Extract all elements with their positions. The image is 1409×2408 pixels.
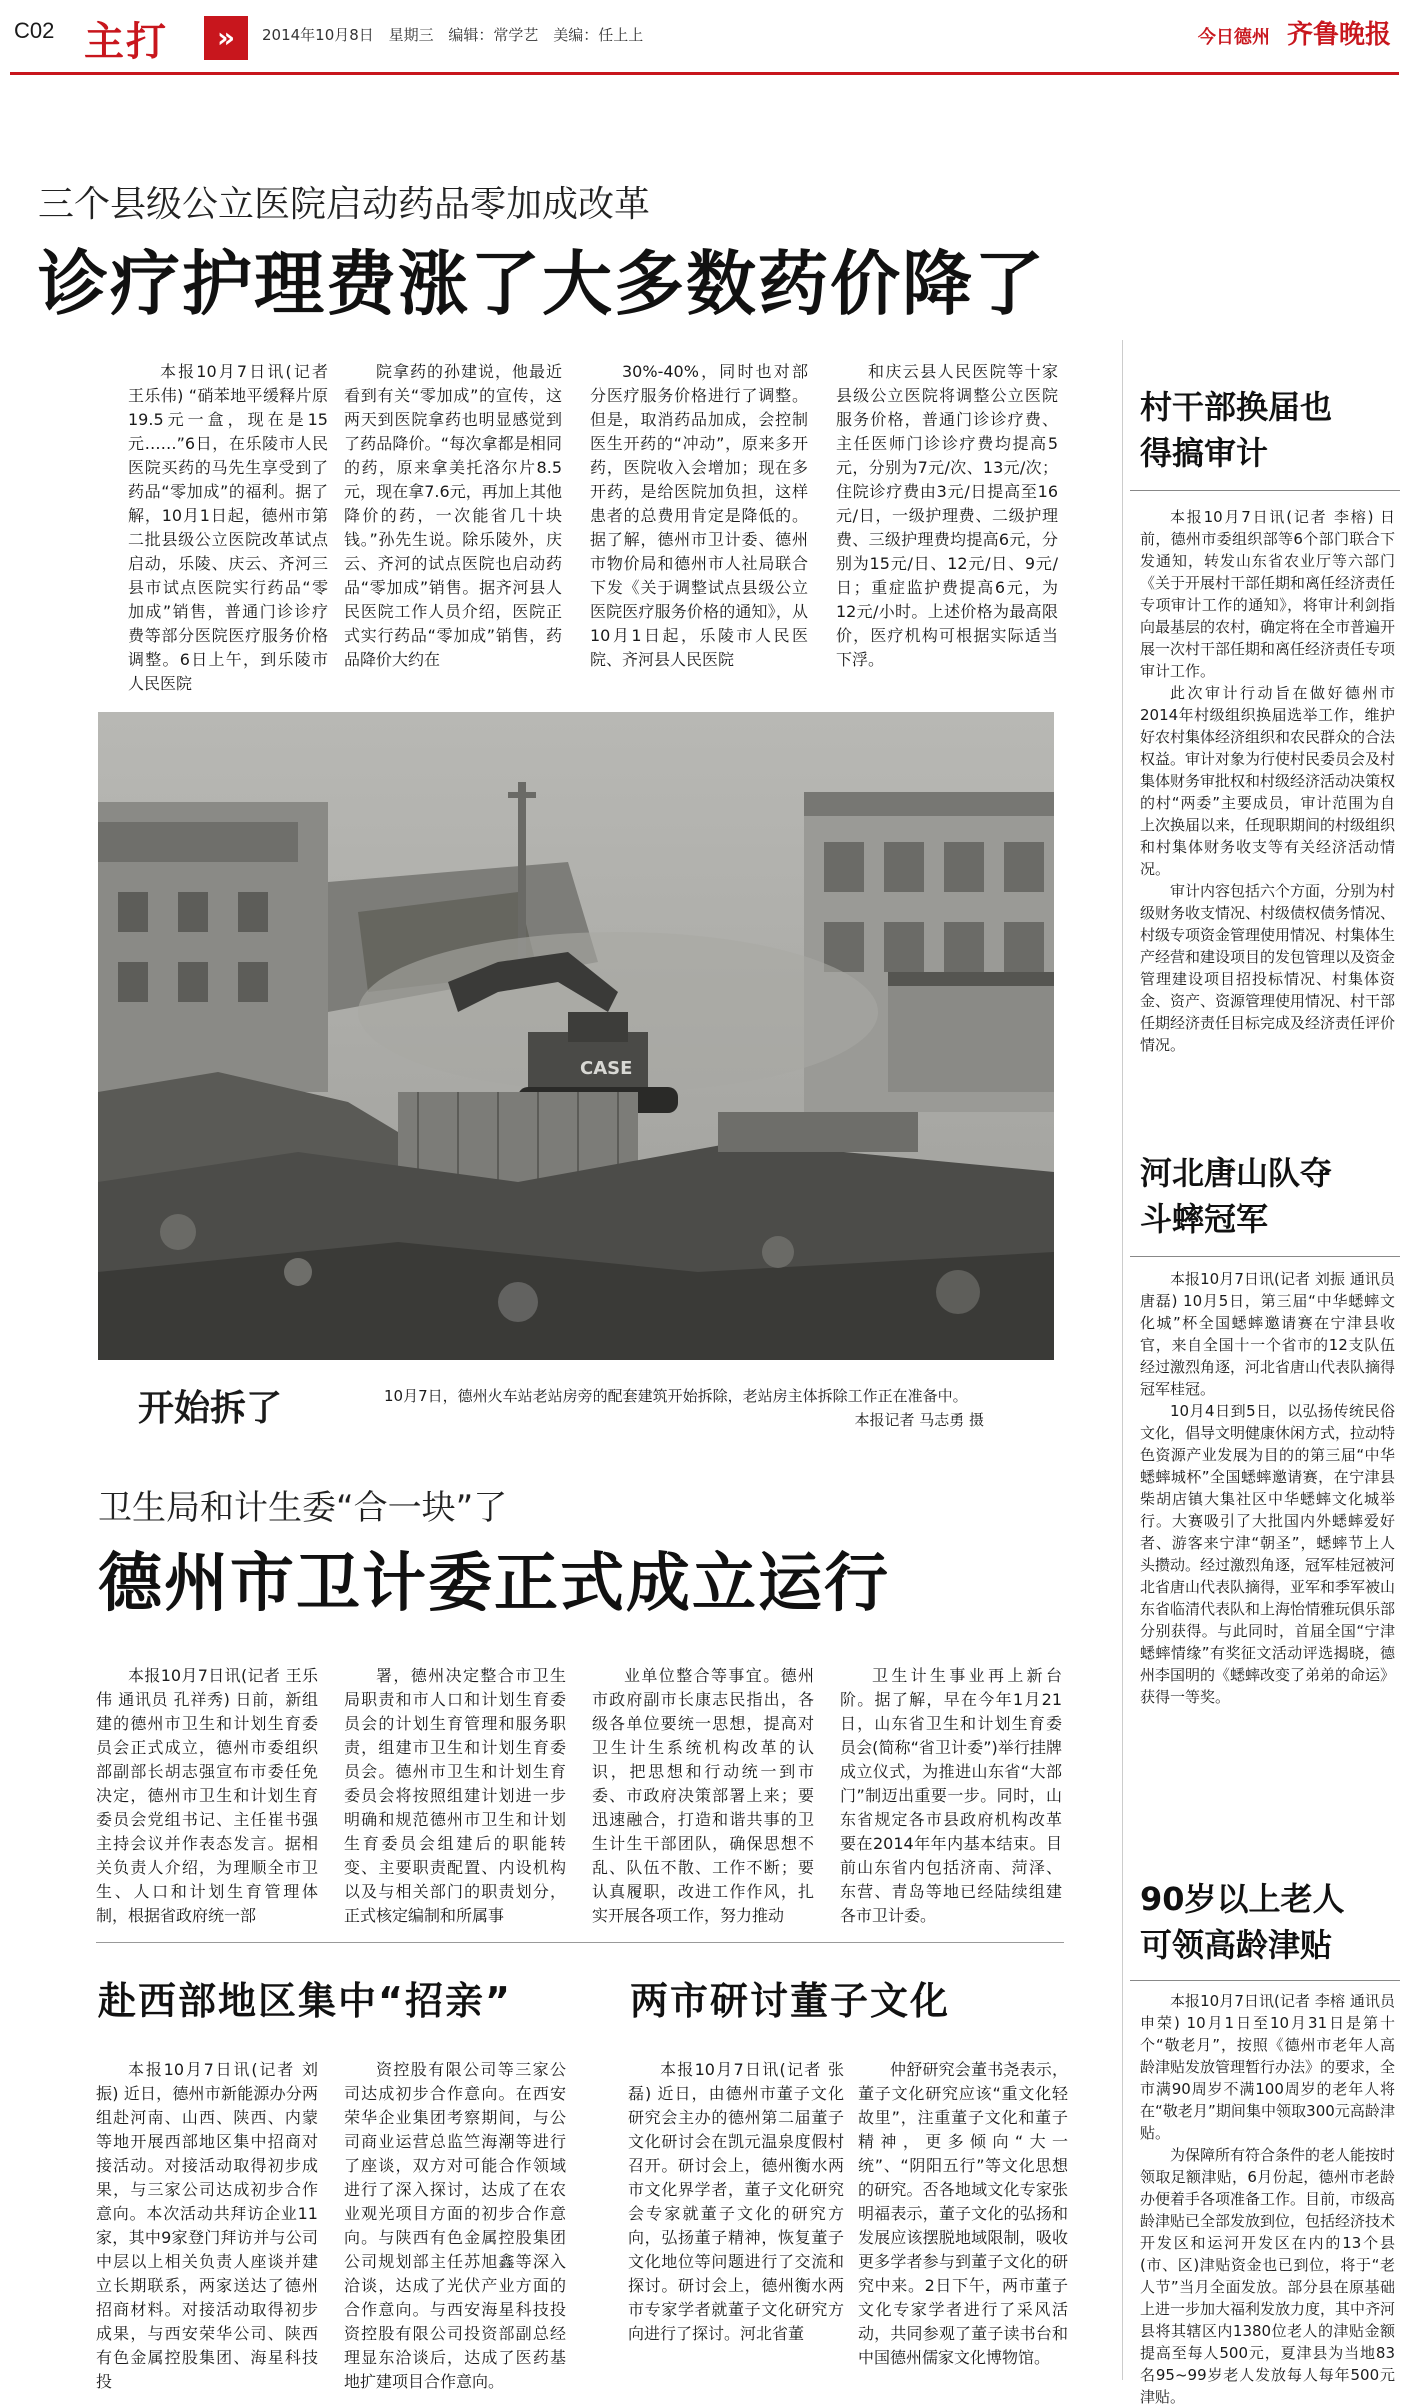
article2-column-3: 业单位整合等事宜。德州市政府副市长康志民指出，各级各单位要统一思想，提高对卫生计生系统机构改革的认识，把思想和行动统一到市委、市政府决策部署上来；要迅速融合，打造和谐共事的卫生计生干部团队，确保思想不乱、队伍不散、工作不断；要认真履职，改进工作作风，扎实开展各项工作，努力推动 [592,1666,814,1925]
sidebar-divider [1122,340,1123,2380]
article3-column-2: 资控股有限公司等三家公司达成初步合作意向。在西安荣华企业集团考察期间，与公司商业运营总监竺海潮等进行了座谈，双方对可能合作领域进行了深入探讨，达成了在农业观光项目方面的初步合作意向。与陕西有色金属控股集团公司规划部主任苏旭鑫等深入洽谈，达成了光伏产业方面的合作意向。与西安海星科技投资控股有限公司投资部副总经理显东洽谈后，达成了医药基地扩建项目合作意向。 [344,2060,566,2391]
sidebar-2-title: 河北唐山队夺斗蟀冠军 [1140,1154,1333,1238]
sidebar-2-body: 本报10月7日讯(记者 刘振 通讯员 唐磊) 10月5日，第三届“中华蟋蟀文化城”杯全国蟋蟀邀请赛在宁津县收官，来自全国十一个省市的12支队伍经过激烈角逐，河北省唐山代表队摘得冠军桂冠。 10月4日到5日，以弘扬传统民俗文化，倡导文明健康休闲方式，拉动特色资源产业发展为目的的第三届“中华蟋蟀城杯”全国蟋蟀邀请赛，在宁津县柴胡店镇大集社区中华蟋蟀文化城举行。大赛吸引了大批国内外蟋蟀爱好者、游客来宁津“朝圣”，蟋蟀节上人头攒动。经过激烈角逐，冠军桂冠被河北省唐山代表队摘得，亚军和季军被山东省临清代表队和上海怡情雅玩俱乐部分别获得。与此同时，首届全国“宁津蟋蟀情缘”有奖征文活动评选揭晓，德州李国明的《蟋蟀改变了弟弟的命运》获得一等奖。 [1140,1270,1396,1706]
article1-column-3: 30%-40%，同时也对部分医疗服务价格进行了调整。但是，取消药品加成，会控制医生开药的“冲动”，原来多开药，医院收入会增加；现在多开药，是给医院加负担，这样患者的总费用肯定是降低的。据了解，德州市卫计委、德州市物价局和德州市人社局联合下发《关于调整试点县级公立医院医疗服务价格的通知》，从10月1日起，乐陵市人民医院、齐河县人民医院 [590,362,808,669]
issue-editor: 编辑：常学艺 [448,26,539,44]
svg-text:CASE: CASE [580,1058,633,1079]
sidebar-2-rule [1130,1256,1400,1257]
sidebar-1-body: 本报10月7日讯(记者 李榕) 日前，德州市委组织部等6个部门联合下发通知，转发山东省农业厅等六部门《关于开展村干部任期和离任经济责任专项审计工作的通知》，将审计利剑指向最基层的农村，确定将在全市普遍开展一次村干部任期和离任经济责任专项审计工作。 此次审计行动旨在做好德州市2014年村级组织换届选举工作，维护好农村集体经济组织和农民群众的合法权益。审计对象为行使村民委员会及村集体财务审批权和村级经济活动决策权的村“两委”主要成员，审计范围为自上次换届以来，任现职期间的村级组织和村集体财务收支等有关经济活动情况。 审计内容包括六个方面，分别为村级财务收支情况、村级债权债务情况、村级专项资金管理使用情况、村集体生产经营和建设项目的发包管理以及资金管理建设项目招投标情况、村集体资金、资产、资源管理使用情况、村干部任期经济责任目标完成及经济责任评价情况。 [1140,508,1396,1054]
sidebar-3-rule [1130,1980,1400,1981]
article2-kicker: 卫生局和计生委“合一块”了 [98,1488,508,1528]
sidebar-1-title: 村干部换届也得搞审计 [1140,388,1333,472]
article2-column-4: 卫生计生事业再上新台阶。据了解，早在今年1月21日，山东省卫生和计划生育委员会(简称“省卫计委”)举行挂牌成立仪式，为推进山东省“大部门”制迈出重要一步。同时，山东省规定各市县政府机构改革要在2014年年内基本结束。目前山东省内包括济南、菏泽、东营、青岛等地已经陆续组建各市卫计委。 [840,1666,1062,1925]
article1-column-4: 和庆云县人民医院等十家县级公立医院将调整公立医院服务价格，普通门诊诊疗费、主任医师门诊诊疗费均提高5元，分别为7元/次、13元/次；住院诊疗费由3元/日提高至16元/日，一级护理费、二级护理费、三级护理费均提高6元，分别为15元/日、12元/日、9元/日；重症监护费提高6元，为12元/小时。上述价格为最高限价，医疗机构可根据实际适当下浮。 [836,362,1058,669]
article1-headline: 诊疗护理费涨了大多数药价降了 [38,243,1046,325]
sidebar-3-body: 本报10月7日讯(记者 李榕 通讯员 申荣) 10月1日至10月31日是第十个“敬老月”，按照《德州市老年人高龄津贴发放管理暂行办法》的要求，全市满90周岁不满100周岁的老年人将在“敬老月”期间集中领取300元高龄津贴。 为保障所有符合条件的老人能按时领取足额津贴，6月份起，德州市老龄办便着手各项准备工作。目前，市级高龄津贴已全部发放到位，包括经济技术开发区和运河开发区在内的13个县(市、区)津贴资金也已到位，将于“老人节”当月全面发放。部分县在原基础上进一步加大福利发放力度，其中齐河县将其辖区内1380位老人的津贴金额提高至每人500元，夏津县为当地83名95~99岁老人发放每人每年500元津贴。 [1140,1992,1396,2406]
article4-column-1: 本报10月7日讯(记者 张磊) 近日，由德州市董子文化研究会主办的德州第二届董子文化研讨会在凯元温泉度假村召开。研讨会上，德州衡水两市文化界学者，董子文化研究会专家就董子文化的研究方向，弘扬董子精神，恢复董子文化地位等问题进行了交流和探讨。研讨会上，德州衡水两市专家学者就董子文化研究方向进行了探讨。河北省董 [628,2060,844,2343]
chevron-right-icon: » [204,16,248,60]
masthead [0,0,1409,72]
photo-credit: 本报记者 马志勇 摄 [854,1411,984,1429]
article3-column-1: 本报10月7日讯(记者 刘振) 近日，德州市新能源办分两组赴河南、山西、陕西、内蒙等地开展西部地区集中招商对接活动。对接活动取得初步成果，与三家公司达成初步合作意向。本次活动共拜访企业11家，其中9家登门拜访并与公司中层以上相关负责人座谈并建立长期联系，两家送达了德州招商材料。对接活动取得初步成果，与西安荣华公司、陕西有色金属控股集团、海星科技投 [96,2060,318,2391]
article2-headline: 德州市卫计委正式成立运行 [98,1547,890,1621]
issue-designer: 美编：任上上 [553,26,644,44]
section-name: 主打 [84,19,168,65]
article1-kicker: 三个县级公立医院启动药品零加成改革 [38,184,651,225]
article4-column-2: 仲舒研究会董书尧表示，董子文化研究应该“重文化轻故里”，注重董子文化和董子精神，更多倾向“大一统”、“阴阳五行”等文化思想的研究。否各地域文化专家张明福表示，董子文化的弘扬和发展应该摆脱地域限制，吸收更多学者参与到董子文化的研究中来。2日下午，两市董子文化专家学者进行了采风活动，共同参观了董子读书台和中国德州儒家文化博物馆。 [858,2060,1068,2367]
page-number: C02 [14,18,55,43]
photo-tag: 开始拆了 [138,1388,283,1429]
sidebar-1-rule [1130,490,1400,491]
article1-column-2: 院拿药的孙建说，他最近看到有关“零加成”的宣传，这两天到医院拿药也明显感觉到了药品降价。“每次拿都是相同的药，原来拿美托洛尔片8.5元，现在拿7.6元，再加上其他降价的药，一次能省几十块钱。”孙先生说。除乐陵外，庆云、齐河的试点医院也启动药品“零加成”销售。据齐河县人民医院工作人员介绍，医院正式实行药品“零加成”销售，药品降价大约在 [344,362,562,669]
sidebar-3-title: 90岁以上老人可领高龄津贴 [1140,1880,1345,1964]
photo-caption [384,1384,1044,1432]
issue-meta [262,24,643,45]
brand-edition: 今日德州 [1197,27,1270,48]
article3-headline: 赴西部地区集中“招亲” [98,1979,512,2023]
photo-caption-text: 10月7日，德州火车站老站房旁的配套建筑开始拆除，老站房主体拆除工作正在准备中。 [384,1387,968,1405]
issue-weekday: 星期三 [388,26,434,44]
issue-date: 2014年10月8日 [262,26,374,44]
article4-headline: 两市研讨董子文化 [630,1979,951,2023]
demolition-photo [98,712,1054,1360]
newspaper-brand [1198,14,1391,51]
article2-column-2: 署，德州决定整合市卫生局职责和市人口和计划生育委员会的计划生育管理和服务职责，组建市卫生和计划生育委员会。德州市卫生和计划生育委员会将按照组建计划进一步明确和规范德州市卫生和计划生育委员会组建后的职能转变、主要职责配置、内设机构以及与相关部门的职责划分，正式核定编制和所属事 [344,1666,566,1925]
article1-column-1: 本报10月7日讯(记者 王乐伟) “硝苯地平缓释片原19.5元一盒，现在是15元……”6日，在乐陵市人民医院买药的马先生享受到了药品“零加成”的福利。据了解，10月1日起，德州市第二批县级公立医院改革试点启动，乐陵、庆云、齐河三县市试点医院实行药品“零加成”销售，普通门诊诊疗费等部分医院医疗服务价格调整。6日上午，到乐陵市人民医院 [128,362,328,693]
section-divider [96,1942,1064,1943]
brand-name: 齐鲁晚报 [1286,20,1391,50]
masthead-rule [10,72,1399,75]
article2-column-1: 本报10月7日讯(记者 王乐伟 通讯员 孔祥秀) 日前，新组建的德州市卫生和计划生育委员会正式成立，德州市委组织部副部长胡志强宣布市委任免决定，德州市卫生和计划生育委员会党组书记、主任崔书强主持会议并作表态发言。据相关负责人介绍，为理顺全市卫生、人口和计划生育管理体制，根据省政府统一部 [96,1666,318,1925]
